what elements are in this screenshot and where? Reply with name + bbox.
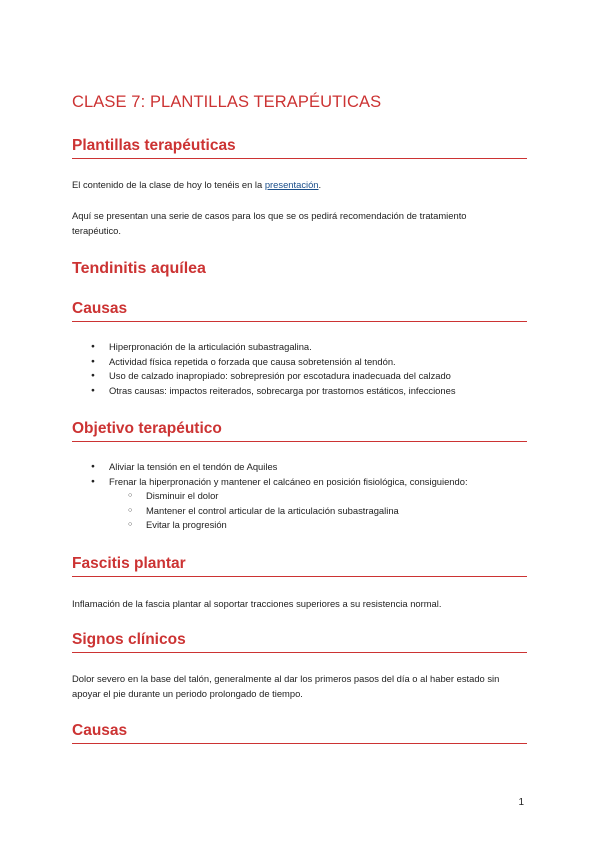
signos-paragraph: Dolor severo en la base del talón, generalmente al dar los primeros pasos del día o al haber estado sin apoyar el pie durante un periodo prolongado de tiempo. <box>72 673 500 699</box>
heading-plantillas: Plantillas terapéuticas <box>72 137 527 159</box>
list-item: ● Hiperpronación de la articulación subastragalina. <box>72 340 456 355</box>
list-item-text: Frenar la hiperpronación y mantener el calcáneo en posición fisiológica, consiguiendo: <box>109 475 468 487</box>
sublist-item: ○ Disminuir el dolor <box>72 489 468 504</box>
fascitis-paragraph: Inflamación de la fascia plantar al soportar tracciones superiores a su resistencia normal. <box>72 598 442 609</box>
heading-objetivo: Objetivo terapéutico <box>72 420 527 442</box>
presentacion-link[interactable]: presentación <box>264 179 319 190</box>
page-title: CLASE 7: PLANTILLAS TERAPÉUTICAS <box>72 93 382 111</box>
list-item: ● Actividad física repetida o forzada que causa sobretensión al tendón. <box>72 355 456 370</box>
cases-paragraph: Aquí se presentan una serie de casos para los que se os pedirá recomendación de tratamiento terapéutico. <box>72 210 467 236</box>
sublist-item: ○ Mantener el control articular de la articulación subastragalina <box>72 504 468 519</box>
list-item <box>72 475 468 533</box>
heading-tendinitis: Tendinitis aquílea <box>72 260 206 277</box>
list-item: ● Otras causas: impactos reiterados, sobrecarga por trastornos estáticos, infecciones <box>72 384 456 399</box>
intro-text: El contenido de la clase de hoy lo tenéis en la <box>72 179 265 190</box>
list-item: ● Uso de calzado inapropiado: sobrepresión por escotadura inadecuada del calzado <box>72 369 456 384</box>
list-item: ● Aliviar la tensión en el tendón de Aquiles <box>72 460 468 475</box>
page-number: 1 <box>518 797 524 808</box>
causas-tendinitis-list <box>72 340 456 398</box>
sublist-item: ○ Evitar la progresión <box>72 518 468 533</box>
heading-causas-tendinitis: Causas <box>72 300 527 322</box>
objetivo-list <box>72 460 468 533</box>
heading-signos: Signos clínicos <box>72 631 527 653</box>
intro-period: . <box>318 179 322 190</box>
objetivo-sublist <box>109 489 468 533</box>
heading-causas-fascitis: Causas <box>72 722 527 744</box>
intro-paragraph <box>72 177 527 192</box>
heading-fascitis: Fascitis plantar <box>72 555 527 577</box>
document-page <box>72 0 527 848</box>
